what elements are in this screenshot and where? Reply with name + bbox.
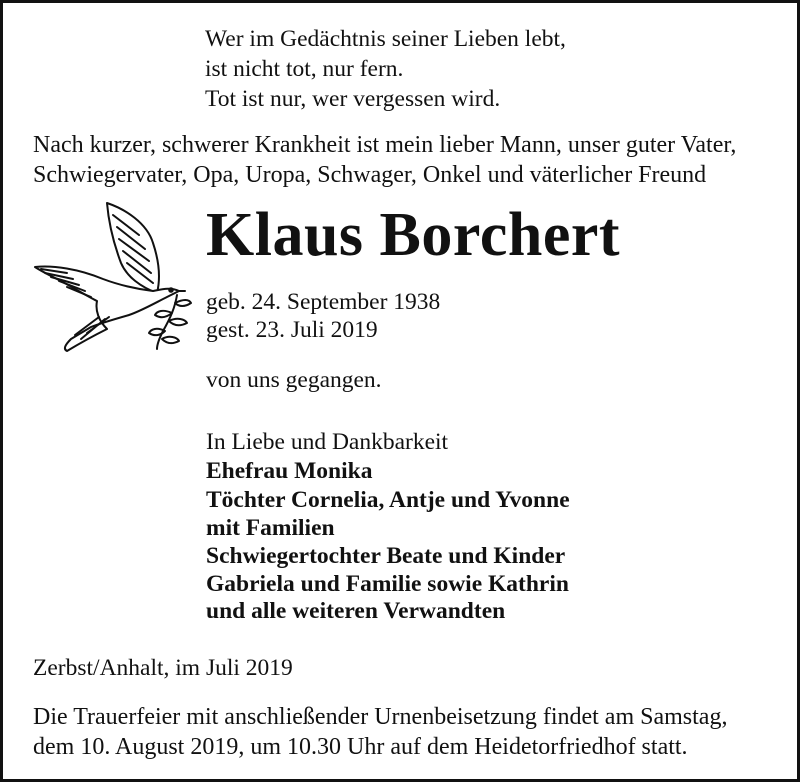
mourner-line: Schwiegertochter Beate und Kinder <box>206 543 566 569</box>
dove-with-olive-branch-icon <box>29 199 199 353</box>
intro-line-1: Nach kurzer, schwerer Krankheit ist mein lieber Mann, unser guter Vater, <box>33 132 737 158</box>
poem-line-1: Wer im Gedächtnis seiner Lieben lebt, <box>205 26 566 52</box>
mourner-line: Ehefrau Monika <box>206 458 373 484</box>
deceased-name: Klaus Borchert <box>206 201 620 269</box>
intro-line-2: Schwiegervater, Opa, Uropa, Schwager, Onkel und väterlicher Freund <box>33 162 707 188</box>
mourner-line: Töchter Cornelia, Antje und Yvonne <box>206 487 570 513</box>
mourner-line: Gabriela und Familie sowie Kathrin <box>206 571 569 597</box>
mourner-line: mit Familien <box>206 515 335 541</box>
mourners-opening: In Liebe und Dankbarkeit <box>206 429 449 455</box>
poem-line-3: Tot ist nur, wer vergessen wird. <box>205 86 501 112</box>
place-and-date: Zerbst/Anhalt, im Juli 2019 <box>33 655 293 681</box>
passed-away-text: von uns gegangen. <box>206 367 382 393</box>
birth-date: geb. 24. September 1938 <box>206 289 441 315</box>
funeral-notice-line-1: Die Trauerfeier mit anschließender Urnenbeisetzung findet am Samstag, <box>33 704 728 730</box>
death-date: gest. 23. Juli 2019 <box>206 317 378 343</box>
funeral-notice-line-2: dem 10. August 2019, um 10.30 Uhr auf dem Heidetorfriedhof statt. <box>33 734 688 760</box>
poem-line-2: ist nicht tot, nur fern. <box>205 56 404 82</box>
mourner-line: und alle weiteren Verwandten <box>206 598 506 624</box>
